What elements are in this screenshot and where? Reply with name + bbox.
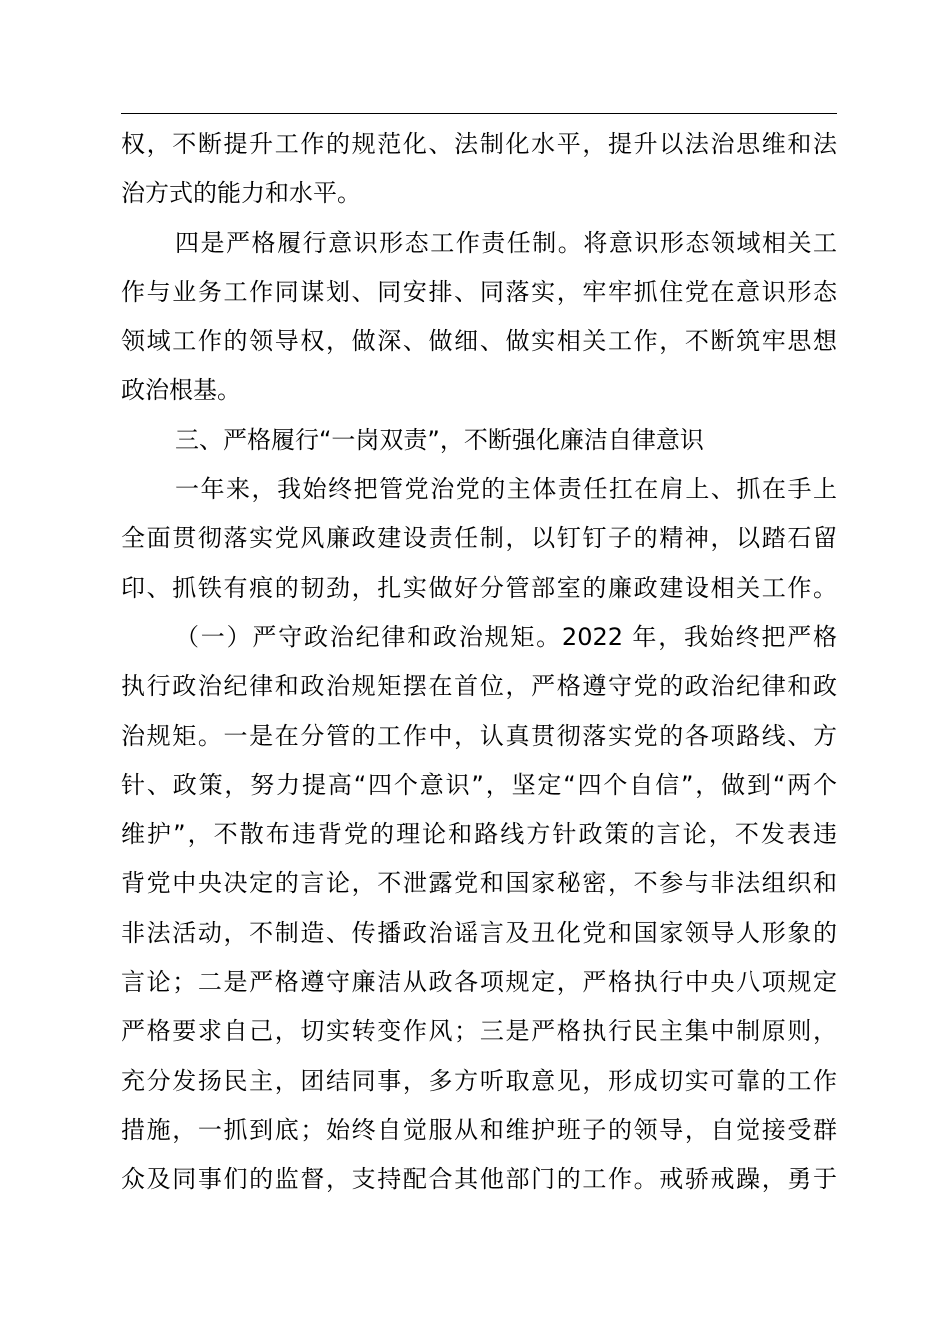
text-line: 一年来，我始终把管党治党的主体责任扛在肩上、抓在手上 — [175, 475, 837, 504]
text-line: 权，不断提升工作的规范化、法制化水平，提升以法治思维和法 — [121, 130, 837, 158]
header-rule — [121, 113, 837, 114]
text-line: 非法活动，不制造、传播政治谣言及丑化党和国家领导人形象的 — [121, 918, 837, 947]
text-line: 措施，一抓到底；始终自觉服从和维护班子的领导，自觉接受群 — [121, 1115, 837, 1144]
text-line: 印、抓铁有痕的韧劲，扎实做好分管部室的廉政建设相关工作。 — [121, 573, 837, 602]
text-line: 治规矩。一是在分管的工作中，认真贯彻落实党的各项路线、方 — [121, 721, 837, 750]
text-line: 维护”，不散布违背党的理论和路线方针政策的言论，不发表违 — [121, 820, 837, 849]
document-body — [121, 120, 837, 1205]
text-line: 执行政治纪律和政治规矩摆在首位，严格遵守党的政治纪律和政 — [121, 672, 837, 701]
text-line: 作与业务工作同谋划、同安排、同落实，牢牢抓住党在意识形态 — [121, 277, 837, 306]
text-line: 领域工作的领导权，做深、做细、做实相关工作，不断筑牢思想 — [121, 327, 837, 356]
paragraph-heading-line: 四是严格履行意识形态工作责任制。将意识形态领域相关工 — [175, 228, 837, 257]
text-line: 背党中央决定的言论，不泄露党和国家秘密，不参与非法组织和 — [121, 869, 837, 898]
text-line: 针、政策，努力提高“四个意识”，坚定“四个自信”，做到“两个 — [121, 770, 837, 799]
text-line: 众及同事们的监督，支持配合其他部门的工作。戒骄戒躁，勇于 — [121, 1165, 837, 1194]
text-line: 政治根基。 — [121, 376, 241, 405]
text-line: 严格要求自己，切实转变作风；三是严格执行民主集中制原则， — [121, 1017, 837, 1046]
text-line: 充分发扬民主，团结同事，多方听取意见，形成切实可靠的工作 — [121, 1066, 837, 1095]
subsection-heading-line: （一）严守政治纪律和政治规矩。2022 年，我始终把严格 — [175, 622, 837, 651]
text-line: 言论；二是严格遵守廉洁从政各项规定，严格执行中央八项规定 — [121, 968, 837, 997]
text-line: 治方式的能力和水平。 — [121, 179, 361, 208]
text-line: 全面贯彻落实党风廉政建设责任制，以钉钉子的精神，以踏石留 — [121, 524, 837, 553]
section-heading: 三、严格履行“一岗双责”，不断强化廉洁自律意识 — [175, 425, 704, 454]
